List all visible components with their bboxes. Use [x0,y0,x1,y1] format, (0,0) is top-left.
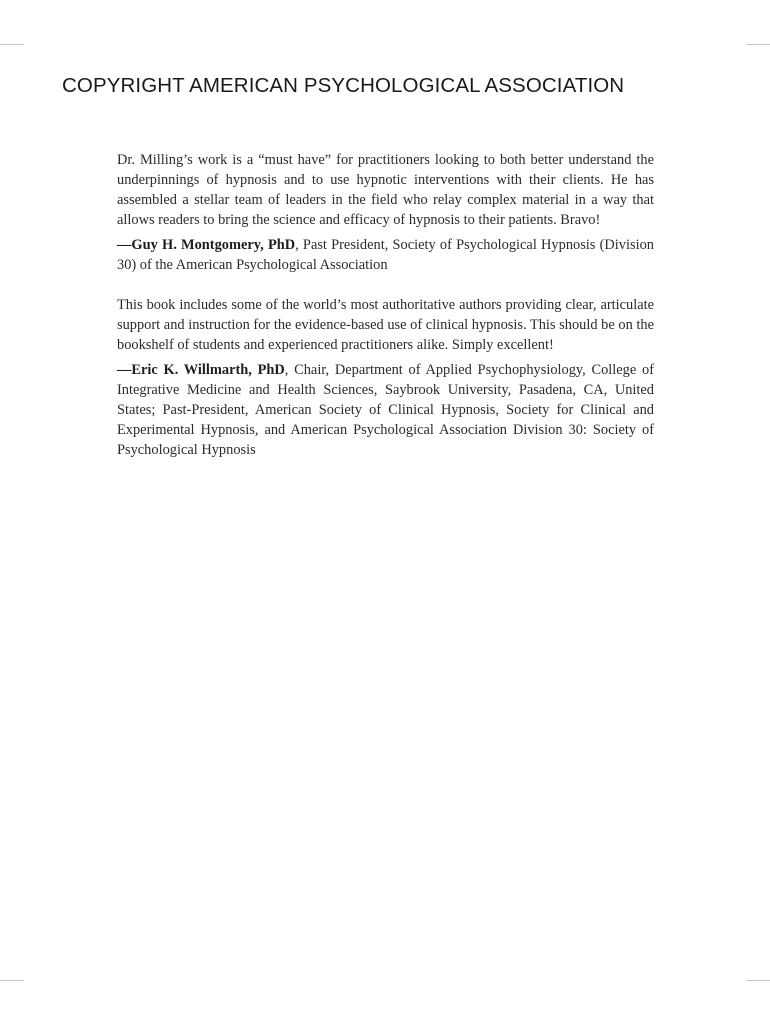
endorsement-quote: Dr. Milling’s work is a “must have” for practitioners looking to both better understand the underpinnings of hypnosis and to use hypnotic interventions with their clients. He has assembled a stellar team of leaders in the field who relay complex material in a way that allows readers to bring the science and efficacy of hypnosis to their patients. Bravo! [117,152,654,229]
endorsements-section [117,150,654,460]
endorser-name: —Eric K. Willmarth, PhD [117,361,285,378]
crop-mark-bottom-left [0,980,24,981]
endorsement-1 [117,150,654,276]
endorser-name: —Guy H. Montgomery, PhD [117,237,296,254]
endorsement-attribution [117,360,654,460]
endorser-affiliation: , Past President, Society of Psychological Hypnosis (Division 30) of the American Psychological Association [117,237,654,274]
endorser-affiliation: , Chair, Department of Applied Psychophysiology, College of Integrative Medicine and Health Sciences, Saybrook University, Pasadena, CA, United States; Past-President, American Society of Clinical Hypnosis, Society for Clinical and Experimental Hypnosis, and American Psychological Association Division 30: Society of Psychological Hypnosis [117,361,654,459]
crop-mark-top-right [746,44,770,45]
crop-mark-bottom-right [746,980,770,981]
endorsement-quote: This book includes some of the world’s most authoritative authors providing clear, articulate support and instruction for the evidence-based use of clinical hypnosis. This should be on the bookshelf of students and experienced practitioners alike. Simply excellent! [117,296,654,353]
copyright-header: COPYRIGHT AMERICAN PSYCHOLOGICAL ASSOCIATION [62,74,625,97]
crop-mark-top-left [0,44,24,45]
endorsement-2 [117,295,654,461]
endorsement-attribution [117,235,654,275]
